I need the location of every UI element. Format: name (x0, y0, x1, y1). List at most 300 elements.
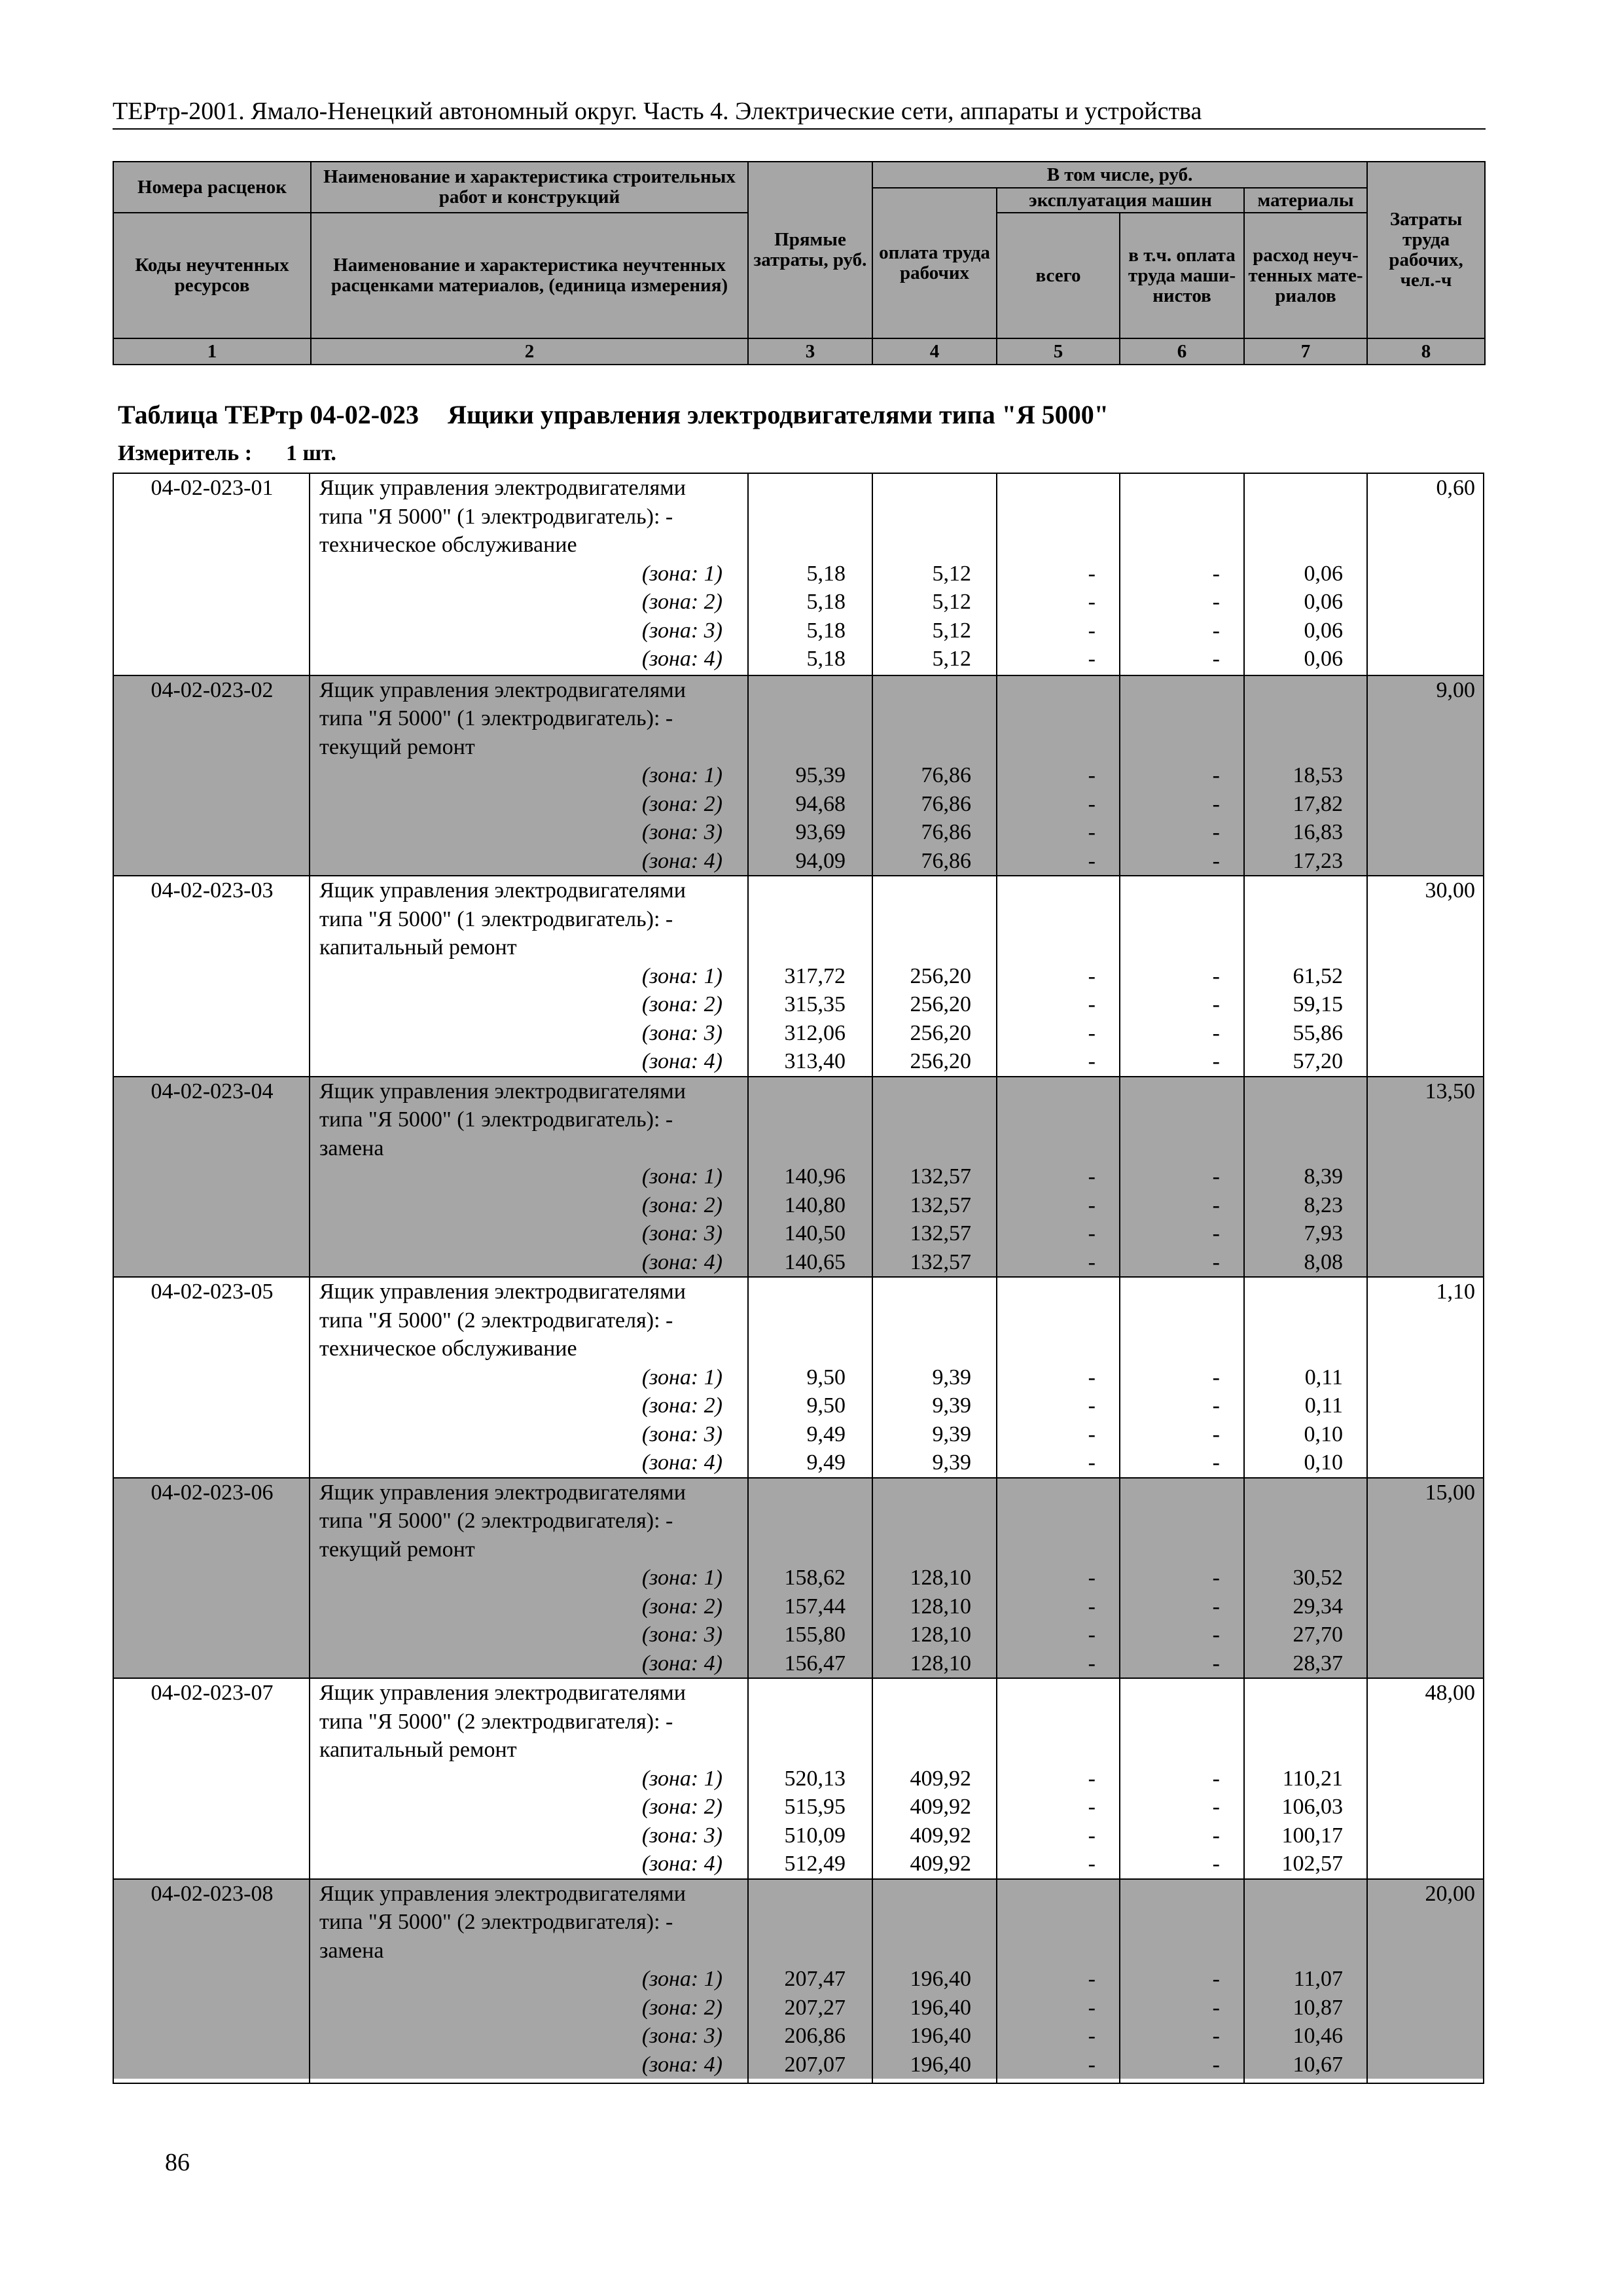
value-machinists: - (1212, 963, 1220, 988)
zone-row (114, 1649, 1483, 1678)
value-direct: 94,09 (795, 848, 846, 873)
zone-label: (зона: 4) (641, 1049, 722, 1073)
value-machines: - (1088, 561, 1096, 586)
value-machines: - (1088, 1566, 1096, 1590)
value-machines: - (1088, 1450, 1096, 1475)
zone-row (114, 588, 1483, 617)
col-labor-costs: Затраты труда рабочих, чел.-ч (1367, 162, 1485, 338)
value-machinists: - (1212, 1422, 1220, 1446)
value-pay: 409,92 (910, 1795, 971, 1819)
zone-label: (зона: 3) (641, 1422, 722, 1446)
value-machines: - (1088, 1995, 1096, 2020)
column-divider (996, 474, 997, 2083)
zone-label: (зона: 1) (641, 963, 722, 988)
rate-code: 04-02-023-04 (151, 1079, 274, 1103)
value-materials: 8,23 (1304, 1193, 1343, 1217)
rate-code: 04-02-023-02 (151, 677, 274, 702)
value-direct: 5,18 (806, 647, 846, 671)
zone-label: (зона: 1) (641, 1566, 722, 1590)
zone-row (114, 761, 1483, 790)
value-machines: - (1088, 1795, 1096, 1819)
labor-costs-value: 1,10 (1436, 1280, 1475, 1304)
labor-costs-value: 30,00 (1425, 878, 1475, 903)
rate-block (114, 1076, 1483, 1277)
value-machinists: - (1212, 791, 1220, 816)
zone-row (114, 1592, 1483, 1621)
zone-row (114, 1219, 1483, 1248)
value-pay: 256,20 (910, 992, 971, 1016)
value-machines: - (1088, 791, 1096, 816)
value-pay: 409,92 (910, 1766, 971, 1791)
rate-description-line: типа "Я 5000" (1 электродвигатель): - (319, 706, 673, 730)
zone-row (114, 560, 1483, 588)
col-resource-codes: Коды неучтенных ресурсов (113, 213, 311, 338)
value-direct: 9,50 (806, 1393, 846, 1418)
rate-description-line: капитальный ремонт (319, 1738, 517, 1762)
value-machinists: - (1212, 1393, 1220, 1418)
zone-row (114, 1793, 1483, 1821)
table-title (118, 399, 1109, 430)
value-machinists: - (1212, 561, 1220, 586)
col-materials: материалы (1244, 188, 1367, 213)
zone-label: (зона: 4) (641, 1249, 722, 1274)
value-machinists: - (1212, 763, 1220, 787)
value-machinists: - (1212, 2052, 1220, 2077)
value-direct: 512,49 (784, 1852, 846, 1876)
value-materials: 0,11 (1304, 1365, 1343, 1390)
labor-costs-value: 20,00 (1425, 1881, 1475, 1906)
rate-code: 04-02-023-08 (151, 1881, 274, 1906)
value-direct: 510,09 (784, 1823, 846, 1848)
value-machinists: - (1212, 1623, 1220, 1647)
labor-costs-value: 9,00 (1436, 677, 1475, 702)
zone-row (114, 1363, 1483, 1392)
value-direct: 95,39 (795, 763, 846, 787)
zone-label: (зона: 2) (641, 1193, 722, 1217)
col-materials-usage: расход неуч-тенных мате-риалов (1244, 213, 1367, 338)
col-number: 4 (872, 338, 997, 365)
value-pay: 132,57 (910, 1193, 971, 1217)
rate-block (114, 675, 1483, 876)
rate-description-line: Ящик управления электродвигателями (319, 476, 686, 500)
rate-description-line: текущий ремонт (319, 734, 475, 759)
value-machines: - (1088, 1193, 1096, 1217)
rate-description-line: замена (319, 1938, 384, 1963)
value-pay: 196,40 (910, 1995, 971, 2020)
value-direct: 520,13 (784, 1766, 846, 1791)
value-materials: 102,57 (1281, 1852, 1343, 1876)
rate-description-line: типа "Я 5000" (1 электродвигатель): - (319, 1107, 673, 1132)
value-materials: 10,46 (1293, 2024, 1343, 2048)
col-machine-total: всего (997, 213, 1120, 338)
rate-description-line: техническое обслуживание (319, 1336, 577, 1361)
value-direct: 94,68 (795, 791, 846, 816)
zone-row (114, 1448, 1483, 1477)
value-machinists: - (1212, 1450, 1220, 1475)
rate-block (114, 1477, 1483, 1678)
value-direct: 155,80 (784, 1623, 846, 1647)
col-number: 8 (1367, 338, 1485, 365)
value-materials: 0,11 (1304, 1393, 1343, 1418)
value-direct: 156,47 (784, 1651, 846, 1676)
zone-row (114, 1248, 1483, 1277)
zone-label: (зона: 1) (641, 763, 722, 787)
value-direct: 9,50 (806, 1365, 846, 1390)
value-materials: 28,37 (1293, 1651, 1343, 1676)
value-materials: 8,39 (1304, 1164, 1343, 1189)
value-machines: - (1088, 1393, 1096, 1418)
value-machines: - (1088, 1651, 1096, 1676)
value-machinists: - (1212, 1651, 1220, 1676)
zone-label: (зона: 2) (641, 992, 722, 1016)
rate-description-line: типа "Я 5000" (1 электродвигатель): - (319, 906, 673, 931)
value-direct: 312,06 (784, 1020, 846, 1045)
value-machines: - (1088, 1594, 1096, 1619)
value-materials: 100,17 (1281, 1823, 1343, 1848)
value-direct: 5,18 (806, 590, 846, 614)
rate-code: 04-02-023-07 (151, 1681, 274, 1705)
col-machinist-pay: в т.ч. оплата труда маши-нистов (1120, 213, 1244, 338)
value-pay: 132,57 (910, 1249, 971, 1274)
value-materials: 27,70 (1293, 1623, 1343, 1647)
zone-row (114, 818, 1483, 847)
value-direct: 9,49 (806, 1450, 846, 1475)
rate-code: 04-02-023-06 (151, 1480, 274, 1505)
value-materials: 30,52 (1293, 1566, 1343, 1590)
col-number: 1 (113, 338, 311, 365)
zone-label: (зона: 4) (641, 1852, 722, 1876)
zone-row (114, 990, 1483, 1019)
value-machinists: - (1212, 1566, 1220, 1590)
column-divider (872, 474, 873, 2083)
value-materials: 0,10 (1304, 1450, 1343, 1475)
value-machines: - (1088, 1020, 1096, 1045)
value-pay: 9,39 (932, 1422, 971, 1446)
zone-label: (зона: 3) (641, 1823, 722, 1848)
value-pay: 5,12 (932, 618, 971, 643)
zone-row (114, 1391, 1483, 1420)
value-machines: - (1088, 2024, 1096, 2048)
table-title-name: Ящики управления электродвигателями типа "Я 5000" (448, 400, 1109, 429)
rate-description-line: Ящик управления электродвигателями (319, 1280, 686, 1304)
value-materials: 29,34 (1293, 1594, 1343, 1619)
zone-row (114, 1994, 1483, 2022)
value-machinists: - (1212, 1823, 1220, 1848)
rate-description-line: Ящик управления электродвигателями (319, 1480, 686, 1505)
value-machines: - (1088, 1422, 1096, 1446)
zone-label: (зона: 4) (641, 647, 722, 671)
value-machinists: - (1212, 1795, 1220, 1819)
value-machines: - (1088, 820, 1096, 844)
value-direct: 315,35 (784, 992, 846, 1016)
value-direct: 5,18 (806, 561, 846, 586)
zone-row (114, 847, 1483, 876)
rate-code: 04-02-023-03 (151, 878, 274, 903)
value-pay: 196,40 (910, 2024, 971, 2048)
rate-description-line: типа "Я 5000" (1 электродвигатель): - (319, 504, 673, 529)
value-direct: 207,47 (784, 1967, 846, 1991)
value-machinists: - (1212, 1049, 1220, 1073)
value-pay: 132,57 (910, 1164, 971, 1189)
col-including: В том числе, руб. (872, 162, 1367, 188)
value-direct: 157,44 (784, 1594, 846, 1619)
labor-costs-value: 0,60 (1436, 476, 1475, 500)
column-divider (747, 474, 749, 2083)
value-pay: 5,12 (932, 647, 971, 671)
value-machines: - (1088, 2052, 1096, 2077)
col-number: 2 (311, 338, 748, 365)
zone-label: (зона: 1) (641, 1164, 722, 1189)
zone-row (114, 1821, 1483, 1850)
value-materials: 59,15 (1293, 992, 1343, 1016)
value-pay: 196,40 (910, 2052, 971, 2077)
zone-label: (зона: 1) (641, 1967, 722, 1991)
value-materials: 11,07 (1293, 1967, 1343, 1991)
rate-code: 04-02-023-01 (151, 476, 274, 500)
rate-description-line: Ящик управления электродвигателями (319, 677, 686, 702)
col-material-name: Наименование и характеристика неучтенных расценками материалов, (единица измерения) (311, 213, 748, 338)
value-direct: 140,96 (784, 1164, 846, 1189)
measure-label: Измеритель : (118, 441, 253, 465)
value-pay: 128,10 (910, 1651, 971, 1676)
value-materials: 16,83 (1293, 820, 1343, 844)
value-machines: - (1088, 1766, 1096, 1791)
value-machines: - (1088, 1623, 1096, 1647)
labor-costs-value: 48,00 (1425, 1681, 1475, 1705)
rate-description-line: Ящик управления электродвигателями (319, 1079, 686, 1103)
rate-description-line: типа "Я 5000" (2 электродвигателя): - (319, 1910, 673, 1934)
value-direct: 9,49 (806, 1422, 846, 1446)
value-materials: 106,03 (1281, 1795, 1343, 1819)
value-machinists: - (1212, 1852, 1220, 1876)
running-header: ТЕРтр-2001. Ямало-Ненецкий автономный округ. Часть 4. Электрические сети, аппараты и устройства (113, 98, 1202, 125)
zone-row (114, 1047, 1483, 1076)
zone-row (114, 2022, 1483, 2051)
rate-description-line: техническое обслуживание (319, 533, 577, 557)
value-pay: 256,20 (910, 1020, 971, 1045)
value-materials: 0,06 (1304, 561, 1343, 586)
col-number: 5 (997, 338, 1120, 365)
value-direct: 207,27 (784, 1995, 846, 2020)
zone-row (114, 790, 1483, 819)
value-pay: 128,10 (910, 1623, 971, 1647)
value-materials: 10,87 (1293, 1995, 1343, 2020)
value-machinists: - (1212, 2024, 1220, 2048)
value-machines: - (1088, 1221, 1096, 1246)
value-materials: 18,53 (1293, 763, 1343, 787)
rate-description-line: текущий ремонт (319, 1537, 475, 1562)
value-machinists: - (1212, 1249, 1220, 1274)
value-pay: 256,20 (910, 1049, 971, 1073)
zone-label: (зона: 4) (641, 848, 722, 873)
value-materials: 8,08 (1304, 1249, 1343, 1274)
value-pay: 5,12 (932, 561, 971, 586)
rate-block (114, 1677, 1483, 1878)
measure-line (118, 441, 336, 466)
value-materials: 17,82 (1293, 791, 1343, 816)
value-materials: 0,10 (1304, 1422, 1343, 1446)
value-machinists: - (1212, 1221, 1220, 1246)
zone-label: (зона: 1) (641, 1766, 722, 1791)
header-rule (113, 128, 1486, 130)
value-pay: 128,10 (910, 1594, 971, 1619)
zone-row (114, 1621, 1483, 1649)
column-header-table (113, 161, 1486, 365)
zone-row (114, 1191, 1483, 1220)
zone-row (114, 962, 1483, 991)
value-pay: 9,39 (932, 1365, 971, 1390)
value-machines: - (1088, 1967, 1096, 1991)
zone-row (114, 1019, 1483, 1048)
value-materials: 17,23 (1293, 848, 1343, 873)
zone-row (114, 617, 1483, 645)
value-machines: - (1088, 590, 1096, 614)
value-pay: 409,92 (910, 1852, 971, 1876)
col-rate-numbers: Номера расценок (113, 162, 311, 213)
value-pay: 76,86 (921, 848, 971, 873)
value-pay: 128,10 (910, 1566, 971, 1590)
value-machines: - (1088, 1164, 1096, 1189)
rate-description-line: типа "Я 5000" (2 электродвигателя): - (319, 1308, 673, 1333)
zone-label: (зона: 4) (641, 1651, 722, 1676)
value-machinists: - (1212, 1967, 1220, 1991)
value-direct: 140,65 (784, 1249, 846, 1274)
value-machinists: - (1212, 1020, 1220, 1045)
rate-block (114, 1878, 1483, 2079)
column-divider (1366, 474, 1368, 2083)
value-pay: 409,92 (910, 1823, 971, 1848)
zone-row (114, 1420, 1483, 1449)
value-pay: 76,86 (921, 763, 971, 787)
value-materials: 0,06 (1304, 618, 1343, 643)
rate-description-line: типа "Я 5000" (2 электродвигателя): - (319, 1509, 673, 1533)
col-number: 6 (1120, 338, 1244, 365)
zone-row (114, 1965, 1483, 1994)
zone-label: (зона: 2) (641, 1795, 722, 1819)
zone-row (114, 1564, 1483, 1592)
value-machinists: - (1212, 618, 1220, 643)
value-pay: 132,57 (910, 1221, 971, 1246)
rate-block (114, 875, 1483, 1076)
zone-label: (зона: 2) (641, 1594, 722, 1619)
value-direct: 317,72 (784, 963, 846, 988)
value-materials: 0,06 (1304, 590, 1343, 614)
value-direct: 206,86 (784, 2024, 846, 2048)
value-materials: 55,86 (1293, 1020, 1343, 1045)
value-machines: - (1088, 647, 1096, 671)
zone-label: (зона: 2) (641, 590, 722, 614)
value-direct: 5,18 (806, 618, 846, 643)
value-machines: - (1088, 618, 1096, 643)
value-machinists: - (1212, 1594, 1220, 1619)
value-machines: - (1088, 992, 1096, 1016)
column-divider (309, 474, 310, 2083)
rate-description-line: капитальный ремонт (319, 935, 517, 960)
value-machinists: - (1212, 992, 1220, 1016)
value-direct: 158,62 (784, 1566, 846, 1590)
measure-value: 1 шт. (286, 441, 336, 465)
rate-description-line: типа "Я 5000" (2 электродвигателя): - (319, 1709, 673, 1734)
zone-label: (зона: 4) (641, 1450, 722, 1475)
value-machinists: - (1212, 848, 1220, 873)
zone-label: (зона: 4) (641, 2052, 722, 2077)
value-direct: 93,69 (795, 820, 846, 844)
value-pay: 9,39 (932, 1450, 971, 1475)
zone-label: (зона: 3) (641, 1020, 722, 1045)
column-divider (1243, 474, 1245, 2083)
zone-label: (зона: 3) (641, 2024, 722, 2048)
labor-costs-value: 13,50 (1425, 1079, 1475, 1103)
rate-block (114, 474, 1483, 675)
col-work-name: Наименование и характеристика строительных работ и конструкций (311, 162, 748, 213)
value-pay: 256,20 (910, 963, 971, 988)
zone-label: (зона: 3) (641, 820, 722, 844)
rate-description-line: Ящик управления электродвигателями (319, 1681, 686, 1705)
value-machines: - (1088, 763, 1096, 787)
col-machine-operation: эксплуатация машин (997, 188, 1244, 213)
col-number: 7 (1244, 338, 1367, 365)
zone-row (114, 1162, 1483, 1191)
value-machines: - (1088, 963, 1096, 988)
col-worker-pay: оплата труда рабочих (872, 188, 997, 338)
labor-costs-value: 15,00 (1425, 1480, 1475, 1505)
zone-row (114, 1765, 1483, 1793)
zone-label: (зона: 2) (641, 791, 722, 816)
value-machines: - (1088, 1049, 1096, 1073)
table-title-label: Таблица ТЕРтр 04-02-023 (118, 400, 419, 429)
value-pay: 9,39 (932, 1393, 971, 1418)
rates-table (113, 473, 1484, 2084)
col-direct-costs: Прямые затраты, руб. (748, 162, 872, 338)
value-machinists: - (1212, 1193, 1220, 1217)
value-materials: 57,20 (1293, 1049, 1343, 1073)
value-machines: - (1088, 1852, 1096, 1876)
value-pay: 196,40 (910, 1967, 971, 1991)
value-direct: 140,50 (784, 1221, 846, 1246)
rate-description-line: Ящик управления электродвигателями (319, 1881, 686, 1906)
value-machines: - (1088, 1823, 1096, 1848)
value-machinists: - (1212, 1164, 1220, 1189)
rate-code: 04-02-023-05 (151, 1280, 274, 1304)
value-direct: 515,95 (784, 1795, 846, 1819)
value-materials: 61,52 (1293, 963, 1343, 988)
value-materials: 7,93 (1304, 1221, 1343, 1246)
value-materials: 110,21 (1282, 1766, 1343, 1791)
value-pay: 5,12 (932, 590, 971, 614)
zone-label: (зона: 1) (641, 1365, 722, 1390)
zone-row (114, 645, 1483, 673)
page-number: 86 (165, 2149, 190, 2176)
value-machinists: - (1212, 590, 1220, 614)
rate-description-line: замена (319, 1136, 384, 1160)
value-materials: 0,06 (1304, 647, 1343, 671)
value-machinists: - (1212, 1995, 1220, 2020)
column-divider (1119, 474, 1120, 2083)
value-machines: - (1088, 848, 1096, 873)
zone-row (114, 1850, 1483, 1878)
col-number: 3 (748, 338, 872, 365)
value-machines: - (1088, 1249, 1096, 1274)
zone-label: (зона: 2) (641, 1393, 722, 1418)
value-pay: 76,86 (921, 820, 971, 844)
zone-label: (зона: 2) (641, 1995, 722, 2020)
value-direct: 207,07 (784, 2052, 846, 2077)
zone-label: (зона: 3) (641, 1623, 722, 1647)
value-machinists: - (1212, 647, 1220, 671)
zone-label: (зона: 3) (641, 618, 722, 643)
rate-description-line: Ящик управления электродвигателями (319, 878, 686, 903)
value-machinists: - (1212, 1766, 1220, 1791)
